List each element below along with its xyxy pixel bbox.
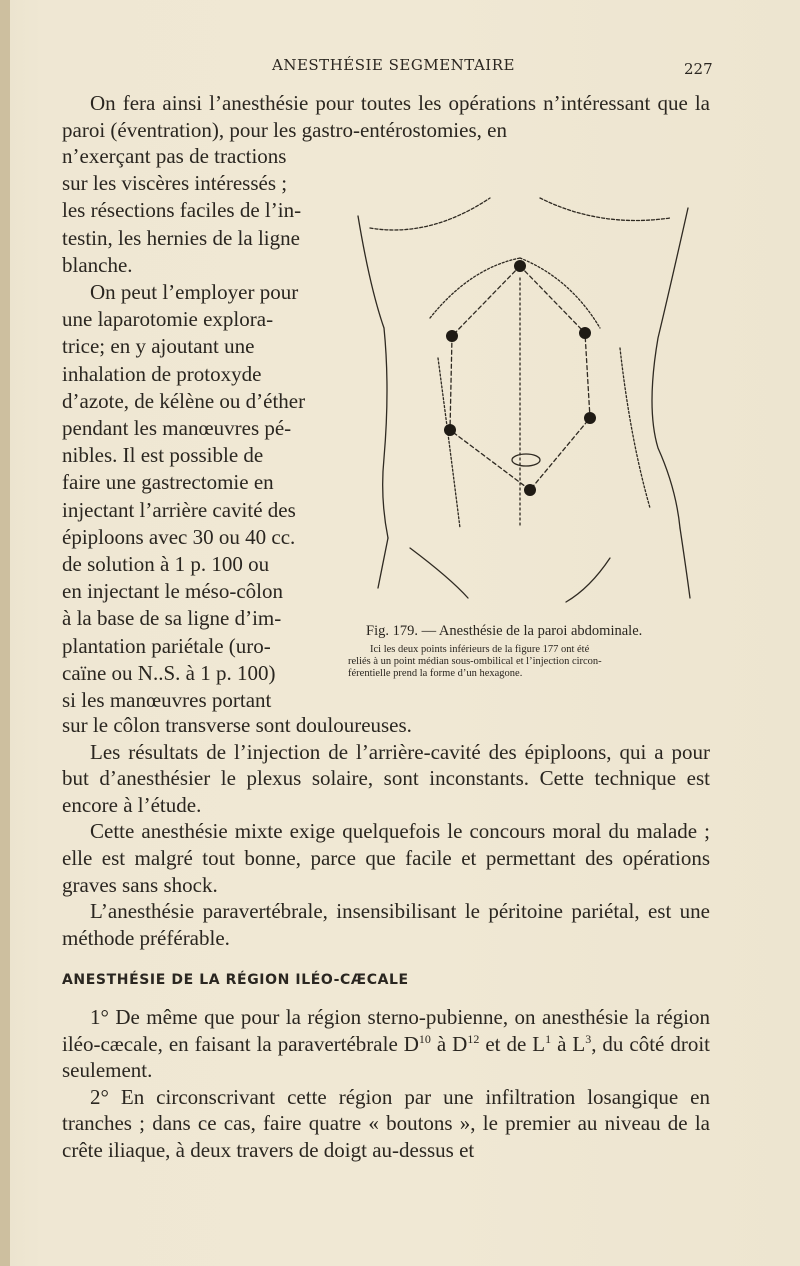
section-body — [62, 1004, 710, 1164]
narrow-line: les résections faciles de l’in- — [62, 198, 302, 223]
running-title: ANESTHÉSIE SEGMENTAIRE — [272, 56, 515, 74]
intro-paragraph: On fera ainsi l’anesthésie pour toutes les opérations n’intéressant que la paroi (éventration), pour les gastro-entérostomies, en — [62, 91, 710, 142]
text-run: , du côté droit seulement. — [62, 1031, 710, 1083]
injection-point — [514, 260, 526, 272]
main-text-continued — [62, 712, 710, 951]
injection-point — [579, 327, 591, 339]
narrow-line: injectant l’arrière cavité des — [62, 497, 296, 522]
injection-point — [524, 484, 536, 496]
narrow-column — [62, 143, 332, 714]
torso-right-lower — [680, 528, 690, 598]
groin-line-left — [410, 548, 468, 598]
paragraph-mixed-anesthesia: Cette anesthésie mixte exige quelquefois le concours moral du malade ; elle est malgré tout bonne, parce que facile et permettant des opérations graves sans shock. — [62, 819, 710, 897]
costal-arch-right — [520, 258, 600, 328]
narrow-line: si les manœuvres portant — [62, 688, 272, 713]
narrow-para-2 — [62, 279, 332, 714]
text-run: à D — [430, 1031, 468, 1056]
narrow-line: On peut l’employer pour — [90, 280, 299, 305]
narrow-line: plantation pariétale (uro- — [62, 633, 271, 658]
narrow-line: n’exerçant pas de tractions — [62, 144, 287, 168]
oblique-left — [438, 358, 460, 528]
narrow-line: une laparotomie explora- — [62, 307, 274, 332]
narrow-line: épiploons avec 30 ou 40 cc. — [62, 524, 296, 549]
costal-arch-left — [430, 258, 520, 318]
chest-right-curve — [540, 198, 670, 221]
page-header — [0, 56, 800, 76]
legend-line: férentielle prend la forme d’un hexagone. — [348, 668, 523, 679]
figure-caption: Fig. 179. — Anesthésie de la paroi abdominale. — [366, 623, 643, 639]
section-heading: ANESTHÉSIE DE LA RÉGION ILÉO-CÆCALE — [62, 972, 409, 988]
torso-left-lower — [378, 538, 388, 588]
narrow-line: trice; en y ajoutant une — [62, 334, 255, 359]
navel — [512, 454, 540, 466]
narrow-line: caïne ou N..S. à 1 p. 100) — [62, 660, 276, 685]
text-run: 1° De même que pour la région sterno-pubienne, on anesthésie la région iléo-cæcale, en faisant la paravertébrale D — [62, 1005, 710, 1056]
legend-line: reliés à un point médian sous-ombilical et l’injection circon- — [348, 656, 602, 667]
abdominal-wall-illustration — [340, 168, 700, 613]
page-number: 227 — [684, 60, 713, 78]
narrow-line: à la base de sa ligne d’im- — [62, 606, 282, 631]
paragraph-paravertebral: L’anesthésie paravertébrale, insensibilisant le péritoine pariétal, est une méthode préférable. — [62, 899, 710, 950]
narrow-line: d’azote, de kélène ou d’éther — [62, 388, 306, 413]
narrow-line: inhalation de protoxyde — [62, 361, 262, 386]
intro-block — [62, 90, 710, 143]
chest-left-curve — [370, 198, 490, 230]
figure-legend — [348, 644, 702, 680]
page-edge-shadow — [0, 0, 10, 1266]
narrow-para-1 — [62, 143, 332, 279]
oblique-right — [620, 348, 650, 508]
text-run: et de L — [479, 1031, 546, 1056]
narrow-line: blanche. — [62, 252, 133, 277]
narrow-line: nibles. Il est possible de — [62, 443, 264, 468]
superscript: 3 — [585, 1031, 592, 1046]
torso-left-contour — [358, 216, 388, 538]
section-paragraph-2: 2° En circonscrivant cette région par une infiltration losangique en tranches ; dans ce cas, faire quatre « boutons », le premier au niveau de la crête iliaque, à deux travers de doigt au-dessus et — [62, 1084, 710, 1162]
narrow-line: sur les viscères intéressés ; — [62, 171, 288, 196]
superscript: 12 — [467, 1031, 480, 1046]
narrow-line: testin, les hernies de la ligne — [62, 225, 300, 250]
paragraph-results: Les résultats de l’injection de l’arrière-cavité des épiploons, qui a pour but d’anesthésier le plexus solaire, sont inconstants. Cette technique est encore à l’étude. — [62, 739, 710, 817]
continuation-line: sur le côlon transverse sont douloureuses. — [62, 713, 412, 737]
injection-point — [444, 424, 456, 436]
narrow-line: faire une gastrectomie en — [62, 470, 274, 495]
groin-line-right — [566, 558, 610, 602]
narrow-line: de solution à 1 p. 100 ou — [62, 552, 270, 577]
section-paragraph-1 — [62, 1004, 710, 1084]
superscript: 1 — [545, 1031, 552, 1046]
text-run: à L — [551, 1031, 586, 1056]
narrow-line: pendant les manœuvres pé- — [62, 416, 292, 441]
legend-line: Ici les deux points inférieurs de la figure 177 ont été — [370, 644, 590, 655]
injection-point — [584, 412, 596, 424]
injection-point — [446, 330, 458, 342]
torso-right-contour — [652, 208, 688, 528]
superscript: 10 — [418, 1031, 431, 1046]
narrow-line: en injectant le méso-côlon — [62, 579, 284, 604]
